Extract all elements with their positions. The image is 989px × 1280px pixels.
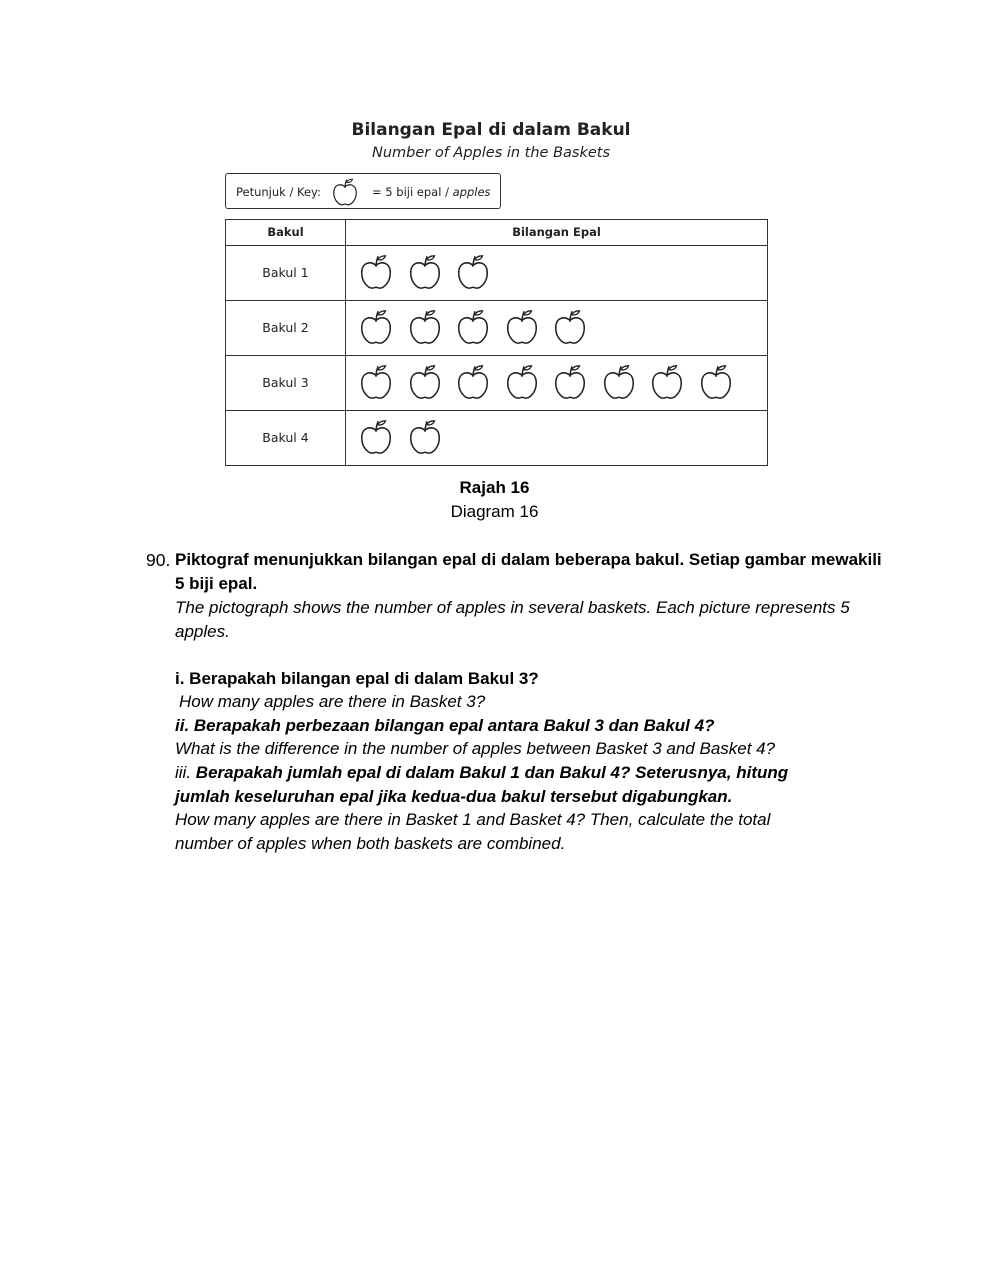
apple-icon xyxy=(503,363,541,401)
legend-key xyxy=(225,173,501,209)
column-divider xyxy=(345,220,346,465)
chart-subtitle: Number of Apples in the Baskets xyxy=(371,145,611,161)
row-label-basket-2: Bakul 2 xyxy=(262,320,309,335)
apple-icon xyxy=(330,177,360,207)
row-label-basket-3: Bakul 3 xyxy=(262,375,309,390)
key-value-ms: = 5 biji epal / xyxy=(372,185,449,199)
apple-icon xyxy=(697,363,735,401)
apple-icon xyxy=(503,308,541,346)
apple-row-basket-1 xyxy=(347,245,766,299)
part3-en-text: How many apples are there in Basket 1 and Basket 4? Then, calculate the total number of apples when both baskets are combined. xyxy=(175,810,771,853)
apple-icon xyxy=(406,253,444,291)
apple-icon xyxy=(406,308,444,346)
header-apple-count: Bilangan Epal xyxy=(512,225,601,239)
chart-title: Bilangan Epal di dalam Bakul xyxy=(351,120,631,140)
part3-ms xyxy=(175,761,835,808)
key-value xyxy=(372,185,491,199)
caption-ms: Rajah 16 xyxy=(459,478,530,497)
part2-en-text: What is the difference in the number of apples between Basket 3 and Basket 4? xyxy=(175,739,776,758)
part2-en xyxy=(175,737,895,761)
apple-icon xyxy=(551,308,589,346)
part3-en xyxy=(175,808,825,855)
intro-en-text: The pictograph shows the number of apples in several baskets. Each picture represents 5 apples. xyxy=(175,598,850,641)
part1-ms-text: i. Berapakah bilangan epal di dalam Bakul 3? xyxy=(175,669,539,688)
question-intro-en xyxy=(175,596,895,643)
caption-en: Diagram 16 xyxy=(450,502,539,521)
header-basket: Bakul xyxy=(267,225,304,239)
apple-row-basket-4 xyxy=(347,410,766,464)
apple-icon xyxy=(454,253,492,291)
apple-icon xyxy=(357,363,395,401)
apple-icon xyxy=(454,308,492,346)
part2-ms-text: ii. Berapakah perbezaan bilangan epal antara Bakul 3 dan Bakul 4? xyxy=(175,716,715,735)
apple-icon xyxy=(357,308,395,346)
apple-icon xyxy=(357,418,395,456)
question-intro-ms xyxy=(175,548,895,595)
apple-icon xyxy=(551,363,589,401)
part2-ms xyxy=(175,714,895,738)
row-label-basket-1: Bakul 1 xyxy=(262,265,309,280)
row-label-basket-4: Bakul 4 xyxy=(262,430,309,445)
apple-icon xyxy=(406,363,444,401)
apple-row-basket-3 xyxy=(347,355,766,409)
pictograph-table xyxy=(225,219,768,466)
apple-icon xyxy=(406,418,444,456)
apple-icon xyxy=(648,363,686,401)
part3-prefix: iii. xyxy=(175,763,192,782)
apple-icon xyxy=(357,253,395,291)
question-number: 90. xyxy=(146,550,171,570)
intro-ms-text: Piktograf menunjukkan bilangan epal di dalam beberapa bakul. Setiap gambar mewakili 5 biji epal. xyxy=(175,550,882,593)
pictograph-figure xyxy=(207,112,775,472)
part3-ms-text: Berapakah jumlah epal di dalam Bakul 1 dan Bakul 4? Seterusnya, hitung jumlah keseluruhan epal jika kedua-dua bakul tersebut digabungkan. xyxy=(175,763,789,806)
key-label: Petunjuk / Key: xyxy=(236,185,321,199)
part1-ms xyxy=(175,667,895,691)
key-value-en: apples xyxy=(452,185,491,199)
apple-icon xyxy=(454,363,492,401)
apple-row-basket-2 xyxy=(347,300,766,354)
part1-en-text: How many apples are there in Basket 3? xyxy=(179,692,486,711)
apple-icon xyxy=(600,363,638,401)
part1-en xyxy=(179,690,899,714)
